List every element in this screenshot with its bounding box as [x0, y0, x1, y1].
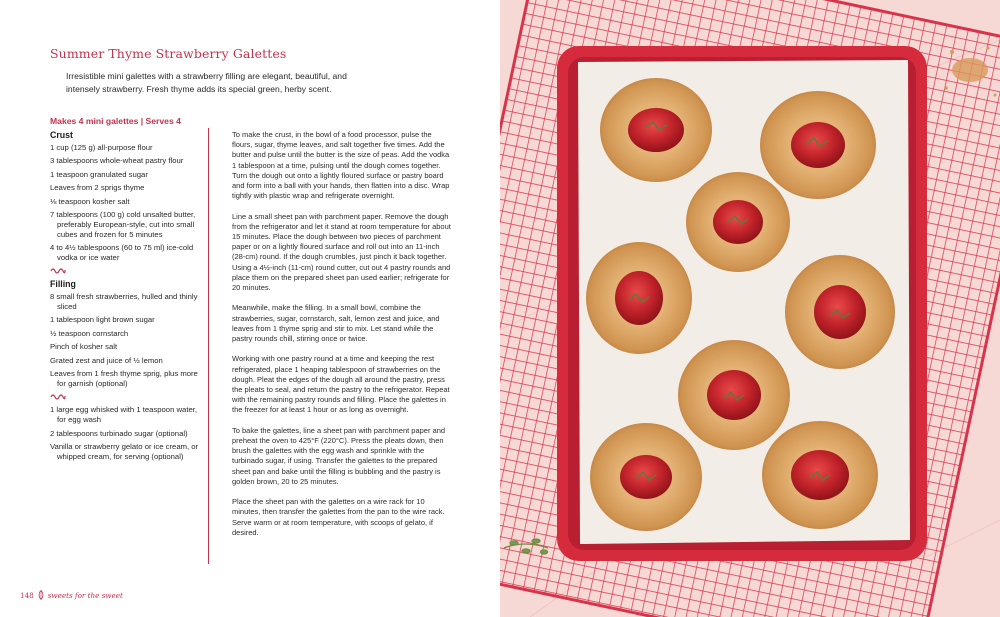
page-footer [20, 590, 123, 600]
book-title: sweets for the sweet [47, 590, 123, 600]
galette [590, 423, 702, 531]
filling-list [50, 292, 200, 388]
ingredient-item: Leaves from 2 sprigs thyme [50, 183, 145, 193]
crust-heading: Crust [50, 130, 73, 140]
method-column [232, 130, 452, 548]
ingredient-item: 7 tablespoons (100 g) cold unsalted butter, preferably European-style, cut into small cubes and frozen for 5 minutes [50, 210, 196, 239]
method-step: Place the sheet pan with the galettes on a wire rack for 10 minutes, then transfer the galettes from the pan to the wire rack. Serve warm or at room temperature, with scoops of gelato, if desired. [232, 497, 445, 537]
leaf-icon [38, 590, 44, 600]
galette [686, 172, 790, 272]
column-divider [208, 128, 209, 564]
ingredients-column [50, 130, 200, 465]
ingredient-item: Pinch of kosher salt [50, 342, 118, 352]
ingredient-item: Grated zest and juice of ½ lemon [50, 355, 163, 365]
method-step: Meanwhile, make the filling. In a small bowl, combine the strawberries, sugar, cornstarch, salt, lemon zest and juice, and leaves from 1 thyme sprig and stir to mix. Let stand while the pastry rounds chill, stirring once or twice. [232, 303, 440, 344]
crust-list [50, 143, 200, 262]
method-step: To bake the galettes, line a sheet pan with parchment paper and preheat the oven to 425°F (220°C). Press the pleats down, then brush the galettes with the egg wash and sprinkle with the turbinado sugar, if using. Transfer the galettes to the prepared sheet pan and bake until the filling is bubbling and the pastry is golden brown, 20 to 25 minutes. [232, 425, 446, 486]
ingredient-item: 1 teaspoon granulated sugar [50, 169, 148, 179]
recipe-title: Summer Thyme Strawberry Galettes [50, 46, 287, 61]
method-step: Working with one pastry round at a time and keeping the rest refrigerated, place 1 heaping tablespoon of strawberries on the dough. Pleat the edges of the dough all around the pastry, press the pleats to seal, and return the pastry to the refrigerator. Repeat with the remaining pastry rounds and filling. Place the galettes in the freezer for at least 1 hour or as long as overnight. [232, 354, 450, 415]
galette [600, 78, 712, 182]
filling-heading: Filling [50, 279, 76, 290]
ingredient-item: 4 to 4½ tablespoons (60 to 75 ml) ice-cold vodka or ice water [50, 243, 194, 262]
page-number: 148 [20, 590, 34, 600]
ingredient-item: Vanilla or strawberry gelato or ice cream, or whipped cream, for serving (optional) [50, 442, 199, 461]
finishing-list [50, 405, 200, 461]
ingredient-item: 1 tablespoon light brown sugar [50, 315, 155, 325]
method-step: To make the crust, in the bowl of a food processor, pulse the flours, sugar, thyme leaves, and salt together five times. Add the butter and pulse until the butter is the size of peas. Add the vodka 1 tablespoon at a time, pulsing until the dough comes together. Turn the dough out onto a lightly floured surface or pastry board and form into a ball with your hands, then flatten into a disc. Wrap tightly with plastic wrap and refrigerate overnight. [232, 130, 450, 201]
ingredient-item: 1 cup (125 g) all-purpose flour [50, 143, 153, 152]
ingredient-item: 2 tablespoons turbinado sugar (optional) [50, 428, 188, 438]
galette [586, 242, 692, 354]
ingredient-item: Leaves from 1 fresh thyme sprig, plus more for garnish (optional) [50, 369, 198, 388]
galette [762, 421, 878, 529]
ingredient-item: 1 large egg whisked with 1 teaspoon water, for egg wash [50, 405, 198, 425]
food-photo [500, 0, 1000, 617]
galette [785, 255, 895, 369]
method-step: Line a small sheet pan with parchment paper. Remove the dough from the refrigerator and let it stand at room temperature for about 15 minutes. Place the dough between two pieces of parchment paper or on a lightly floured surface and roll out into an 11-inch (28-cm) round. If the dough crumbles, just pinch it back together. Using a 4½-inch (11-cm) round cutter, cut out 4 pastry rounds and place them on the prepared sheet pan used earlier; refrigerate for 20 minutes. [232, 211, 451, 293]
galette [760, 91, 876, 199]
galette [678, 340, 790, 450]
ingredient-item: ⅛ teaspoon kosher salt [50, 196, 130, 206]
ingredient-item: ½ teaspoon cornstarch [50, 328, 129, 338]
recipe-intro: Irresistible mini galettes with a strawberry filling are elegant, beautiful, and intensely strawberry. Fresh thyme adds its special green, herby scent. [66, 71, 347, 94]
ingredient-item: 8 small fresh strawberries, hulled and thinly sliced [50, 292, 198, 311]
squiggle-icon [50, 392, 66, 400]
yield-line: Makes 4 mini galettes | Serves 4 [50, 116, 181, 126]
ingredient-item: 3 tablespoons whole-wheat pastry flour [50, 156, 184, 166]
galettes-photo [500, 0, 1000, 617]
squiggle-icon [50, 266, 66, 274]
